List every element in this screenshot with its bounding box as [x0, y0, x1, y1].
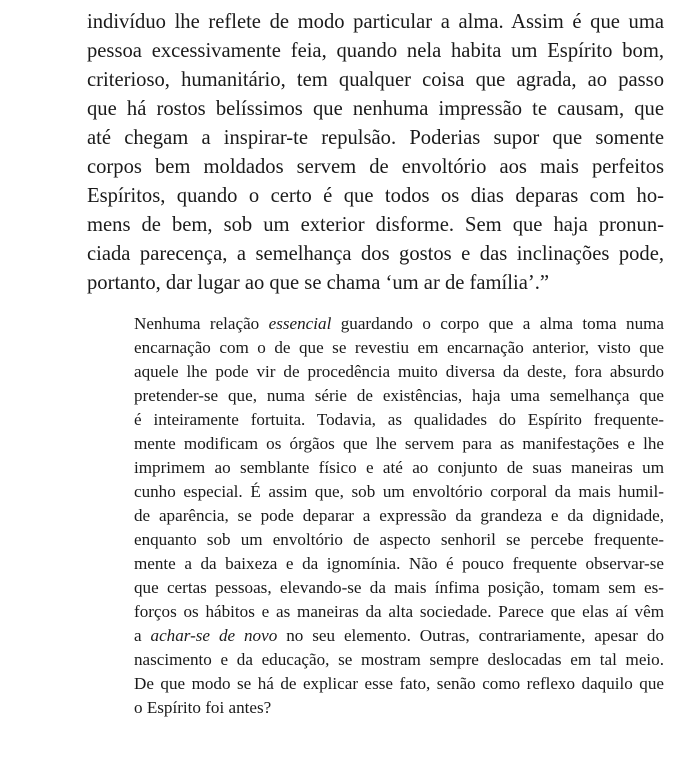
commentary-line: forços os hábitos e as maneiras da alta sociedade. Parece que elas aí vêm — [134, 602, 664, 621]
commentary-line: enquanto sob um envoltório de aspecto senhoril se percebe frequente- — [134, 530, 664, 549]
commentary-line: é inteiramente fortuita. Todavia, as qualidades do Espírito frequente- — [134, 410, 664, 429]
commentary-line: pretender-se que, numa série de existências, haja uma semelhança que — [134, 386, 664, 405]
main-line: pessoa excessivamente feia, quando nela habita um Espírito bom, — [87, 40, 664, 62]
main-line: Espíritos, quando o certo é que todos os dias deparas com ho- — [87, 185, 664, 207]
commentary-line: de aparência, se pode deparar a expressão da grandeza e da dignidade, — [134, 506, 664, 525]
commentary-line: imprimem ao semblante físico e até ao conjunto de suas maneiras um — [134, 458, 664, 477]
emphasis-text: essencial — [268, 314, 332, 333]
commentary-line: o Espírito foi antes? — [134, 698, 272, 717]
commentary-line: cunho especial. É assim que, sob um envoltório corporal da mais humil- — [134, 482, 664, 501]
main-line: que há rostos belíssimos que nenhuma impressão te causam, que — [87, 98, 664, 120]
commentary-line: aquele lhe pode vir de procedência muito diversa da deste, fora absurdo — [134, 362, 664, 381]
main-line: portanto, dar lugar ao que se chama ‘um ar de família’.” — [87, 272, 550, 294]
main-line: mens de bem, sob um exterior disforme. Sem que haja pronun- — [87, 214, 664, 236]
commentary-line: que certas pessoas, elevando-se da mais ínfima posição, tomam sem es- — [134, 578, 664, 597]
main-line: ciada parecença, a semelhança dos gostos e das inclinações pode, — [87, 243, 664, 265]
commentary-line: De que modo se há de explicar esse fato, senão como reflexo daquilo que — [134, 674, 664, 693]
main-line: indivíduo lhe reflete de modo particular a alma. Assim é que uma — [87, 11, 664, 33]
main-line: criterioso, humanitário, tem qualquer coisa que agrada, ao passo — [87, 69, 664, 91]
commentary-line: nascimento e da educação, se mostram sempre deslocadas em tal meio. — [134, 650, 664, 669]
commentary-line: encarnação com o de que se revestiu em encarnação anterior, visto que — [134, 338, 664, 357]
commentary-line: Nenhuma relação essencial guardando o corpo que a alma toma numa — [134, 314, 664, 333]
main-line: corpos bem moldados servem de envoltório aos mais perfeitos — [87, 156, 664, 178]
commentary-line: mente a da baixeza e da ignomínia. Não é pouco frequente observar-se — [134, 554, 664, 573]
main-line: até chegam a inspirar-te repulsão. Poderias supor que somente — [87, 127, 664, 149]
commentary-line: mente modificam os órgãos que lhe servem para as manifestações e lhe — [134, 434, 664, 453]
emphasis-text: achar-se de novo — [150, 626, 278, 645]
commentary-line: a achar-se de novo no seu elemento. Outras, contrariamente, apesar do — [134, 626, 664, 645]
